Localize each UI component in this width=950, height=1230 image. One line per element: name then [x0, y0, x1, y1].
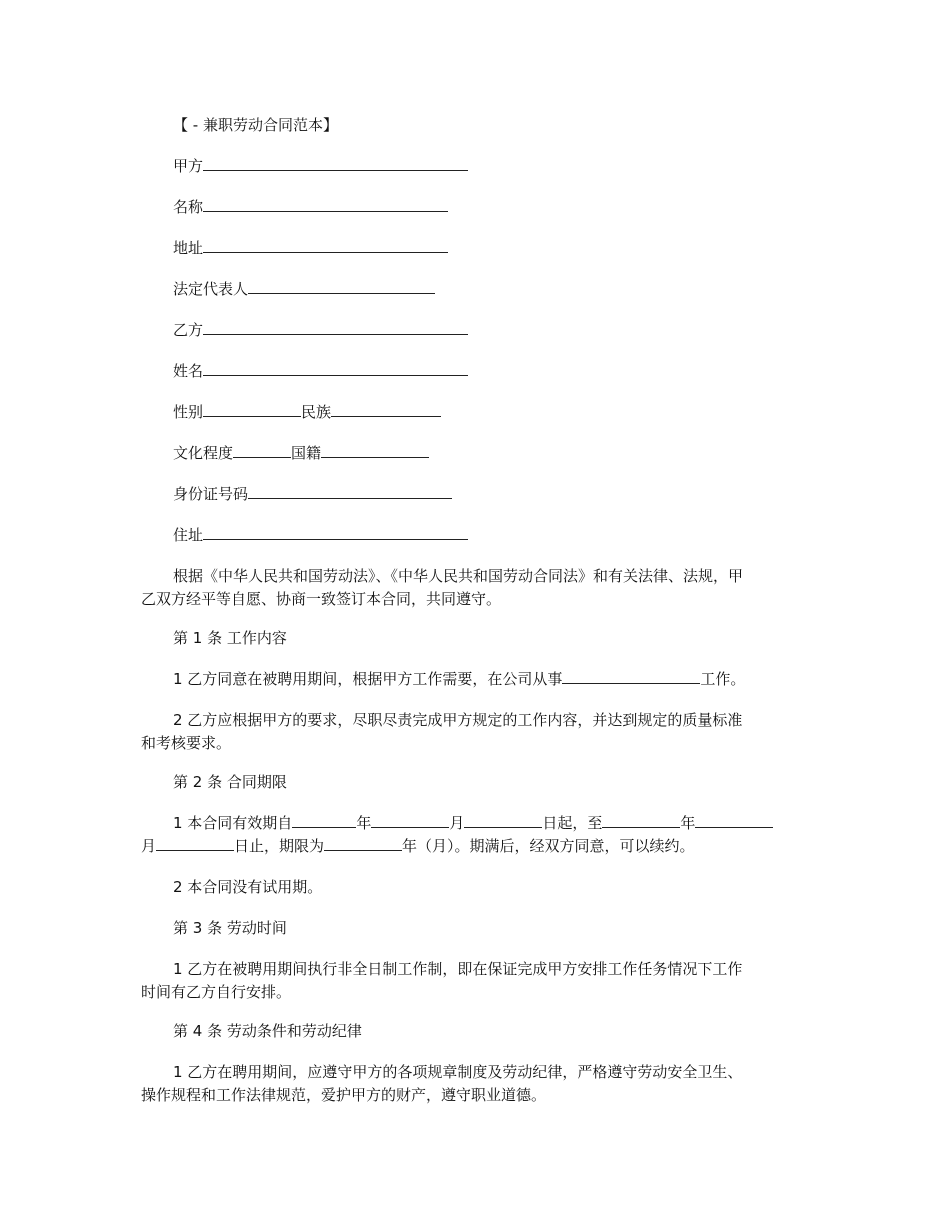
- party-b-address-label: 住址: [173, 526, 204, 544]
- party-a-address-label: 地址: [173, 239, 204, 257]
- article-1-clause-2-text-1: 2 乙方应根据甲方的要求，尽职尽责完成甲方规定的工作内容，并达到规定的质量标准: [173, 711, 743, 729]
- party-b-name-blank: [203, 360, 468, 376]
- party-b-name-label: 姓名: [173, 362, 204, 380]
- term-start-text: 1 本合同有效期自: [173, 814, 293, 832]
- id-number-field: [173, 483, 452, 506]
- nationality-label: 国籍: [291, 444, 322, 462]
- article-4-clause-1-line-1: [173, 1061, 742, 1084]
- education-label: 文化程度: [173, 444, 234, 462]
- article-2-clause-2: [173, 876, 322, 899]
- education-blank: [233, 442, 291, 458]
- article-1-heading: [173, 627, 287, 650]
- party-a-name-label: 名称: [173, 198, 204, 216]
- article-1-clause-2-line-2: [141, 732, 231, 755]
- document-title: [173, 114, 338, 137]
- party-b-label: 乙方: [173, 321, 204, 339]
- end-month-label: 月: [141, 837, 157, 855]
- start-year-label: 年: [356, 814, 372, 832]
- article-1-heading-text: 第 1 条 工作内容: [173, 629, 287, 647]
- article-4-clause-1-text-1: 1 乙方在聘用期间，应遵守甲方的各项规章制度及劳动纪律，严格遵守劳动安全卫生、: [173, 1063, 743, 1081]
- preamble-text-1: 根据《中华人民共和国劳动法》、《中华人民共和国劳动合同法》和有关法律、法规，甲: [173, 567, 744, 585]
- party-b-field: [173, 319, 468, 342]
- party-b-name-field: [173, 360, 468, 383]
- article-4-clause-1-text-2: 操作规程和工作法律规范，爱护甲方的财产，遵守职业道德。: [141, 1086, 547, 1104]
- end-month-blank-part: [695, 812, 773, 828]
- start-day-label: 日起，至: [542, 814, 603, 832]
- article-2-clause-1-line-1: [173, 812, 773, 835]
- article-3-clause-1-text-1: 1 乙方在被聘用期间执行非全日制工作制，即在保证完成甲方安排工作任务情况下工作: [173, 960, 743, 978]
- gender-label: 性别: [173, 403, 204, 421]
- article-2-heading-text: 第 2 条 合同期限: [173, 773, 287, 791]
- id-number-blank: [248, 483, 452, 499]
- article-1-clause-2-line-1: [173, 709, 742, 732]
- nationality-blank: [321, 442, 429, 458]
- start-month-label: 月: [449, 814, 465, 832]
- work-content-blank: [562, 668, 700, 684]
- article-1-clause-1-prefix: 1 乙方同意在被聘用期间，根据甲方工作需要，在公司从事: [173, 670, 563, 688]
- article-2-clause-1-line-2: [141, 835, 695, 858]
- ethnicity-blank: [331, 401, 441, 417]
- gender-ethnicity-field: [173, 401, 441, 424]
- term-length-blank: [324, 835, 402, 851]
- legal-rep-blank: [248, 278, 435, 294]
- party-a-name-field: [173, 196, 448, 219]
- start-month-blank: [371, 812, 449, 828]
- term-length-text: 年（月）。期满后，经双方同意，可以续约。: [402, 837, 695, 855]
- party-a-field: [173, 155, 468, 178]
- preamble-text-2: 乙双方经平等自愿、协商一致签订本合同，共同遵守。: [141, 590, 502, 608]
- education-nationality-field: [173, 442, 429, 465]
- article-2-heading: [173, 771, 287, 794]
- preamble-line-2: [141, 588, 501, 611]
- ethnicity-label: 民族: [301, 403, 332, 421]
- end-year-label: 年: [680, 814, 696, 832]
- article-3-clause-1-line-2: [141, 981, 291, 1004]
- party-a-blank: [203, 155, 468, 171]
- legal-rep-label: 法定代表人: [173, 280, 249, 298]
- preamble-line-1: [173, 565, 743, 588]
- party-b-address-blank: [203, 524, 468, 540]
- article-3-heading-text: 第 3 条 劳动时间: [173, 919, 287, 937]
- title-text: 【 - 兼职劳动合同范本】: [173, 116, 338, 134]
- article-1-clause-2-text-2: 和考核要求。: [141, 734, 232, 752]
- party-a-address-blank: [203, 237, 448, 253]
- legal-rep-field: [173, 278, 435, 301]
- party-b-blank: [203, 319, 468, 335]
- gender-blank: [203, 401, 301, 417]
- article-2-clause-2-text: 2 本合同没有试用期。: [173, 878, 323, 896]
- article-1-clause-1-suffix: 工作。: [700, 670, 746, 688]
- party-a-name-blank: [203, 196, 448, 212]
- article-3-clause-1-line-1: [173, 958, 742, 981]
- article-4-heading-text: 第 4 条 劳动条件和劳动纪律: [173, 1022, 362, 1040]
- end-day-blank: [156, 835, 234, 851]
- party-a-label: 甲方: [173, 157, 204, 175]
- start-day-blank: [464, 812, 542, 828]
- party-b-address-field: [173, 524, 468, 547]
- start-year-blank: [292, 812, 356, 828]
- article-4-heading: [173, 1020, 362, 1043]
- id-number-label: 身份证号码: [173, 485, 249, 503]
- article-1-clause-1: [173, 668, 745, 691]
- article-3-clause-1-text-2: 时间有乙方自行安排。: [141, 983, 292, 1001]
- end-year-blank: [602, 812, 680, 828]
- article-3-heading: [173, 917, 287, 940]
- article-4-clause-1-line-2: [141, 1084, 546, 1107]
- end-day-label: 日止，期限为: [234, 837, 325, 855]
- party-a-address-field: [173, 237, 448, 260]
